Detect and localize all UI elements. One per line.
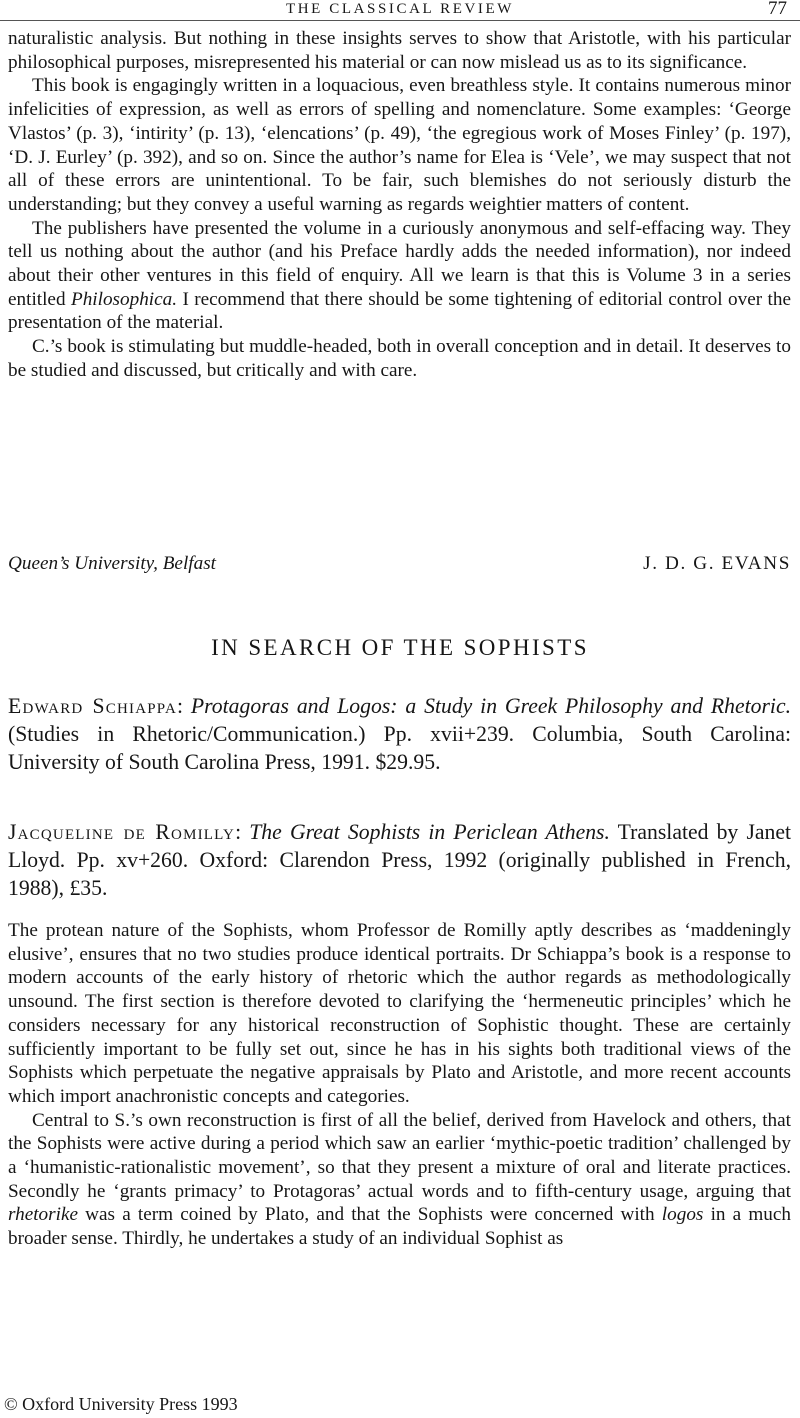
paragraph-style: This book is engagingly written in a loquacious, even breathless style. It contains numerous minor infelicities of expression, as well as errors of spelling and nomenclature. Some examples: ‘George Vlastos’ (p. 3), ‘intirity’ (p. 13), ‘elencations’ (p. 49), ‘the egregious work of Moses Finley’ (p. 197), ‘D. J. Eurley’ (p. 392), and so on. Since the author’s name for Elea is ‘Vele’, we may suspect that not all of these errors are unintentional. To be fair, such blemishes do not seriously disturb the understanding; but they convey a useful warning as regards weightier matters of content. (8, 75, 791, 215)
term-logos: logos (661, 1204, 704, 1226)
body-paragraph-2-text: in a much broader sense. Thirdly, he undertakes a study of an individual Sophist as (8, 1204, 791, 1250)
body-paragraph-2 (8, 1109, 791, 1251)
paragraph-conclusion: C.’s book is stimulating but muddle-headed, both in overall conception and in detail. It deserves to be studied and discussed, but critically and with care. (8, 336, 791, 381)
page-number: 77 (768, 0, 787, 19)
book-title: Protagoras and Logos: a Study in Greek Philosophy and Rhetoric. (190, 694, 791, 718)
term-rhetorike: rhetorike (8, 1204, 78, 1226)
paragraph-continued: naturalistic analysis. But nothing in these insights serves to show that Aristotle, with his particular philosophical purposes, misrepresented his material or can now mislead us as to its significance. (8, 28, 791, 73)
previous-review-text (8, 27, 791, 383)
paragraph-publishers-text: The publishers have presented the volume in a curiously anonymous and self-effacing way. They tell us nothing about the author (and his Preface hardly adds the needed information), nor indeed about their other ventures in this field of enquiry. All we learn is that this is Volume 3 in a series entitled (8, 217, 791, 310)
book-citation (8, 692, 791, 777)
book-details: Translated by Janet Lloyd. Pp. xv+260. Oxford: Clarendon Press, 1992 (originally published in French, 1988), £35. (8, 820, 791, 901)
book-author: Jacqueline de Romilly (8, 820, 236, 844)
body-paragraph-2-text: was a term coined by Plato, and that the Sophists were concerned with (78, 1204, 662, 1226)
body-paragraph-2-text: Central to S.’s own reconstruction is first of all the belief, derived from Havelock and others, that the Sophists were active during a period which saw an earlier ‘mythic-poetic tradition’ challenged by a ‘humanistic-rationalistic movement’, so that they present a mixture of oral and literate practices. Secondly he ‘grants primacy’ to Protagoras’ actual words and to fifth-century usage, arguing that (8, 1109, 791, 1202)
paragraph-publishers-tail: I recommend that there should be some tightening of editorial control over the presentation of the material. (8, 288, 791, 334)
paragraph-publishers (8, 217, 791, 336)
book-author: Edward Schiappa (8, 694, 177, 718)
citation-separator: : (177, 694, 191, 718)
body-paragraph-1: The protean nature of the Sophists, whom Professor de Romilly aptly describes as ‘maddeningly elusive’, ensures that no two studies produce identical portraits. Dr Schiappa’s book is a response to modern accounts of the early history of rhetoric which the author regards as methodologically unsound. The first section is therefore devoted to clarifying the ‘hermeneutic principles’ which he considers necessary for any historical reconstruction of Sophistic thought. These are certainly sufficiently important to be fully set out, since he has in his sights both traditional views of the Sophists which perpetuate the negative appraisals by Plato and Aristotle, and more recent accounts which import anachronistic concepts and categories. (8, 920, 791, 1107)
citation-separator: : (235, 820, 250, 844)
book-details: (Studies in Rhetoric/Communication.) Pp. xvii+239. Columbia, South Carolina: University of South Carolina Press, 1991. $29.95. (8, 722, 791, 775)
running-header (0, 0, 800, 21)
section-title: IN SEARCH OF THE SOPHISTS (211, 635, 589, 660)
book-citation (8, 818, 791, 903)
book-title: The Great Sophists in Periclean Athens. (249, 820, 610, 844)
review-body (8, 919, 791, 1251)
reviewer-name: J. D. G. EVANS (643, 553, 791, 574)
journal-title: THE CLASSICAL REVIEW (285, 1, 515, 17)
series-name: Philosophica. (70, 288, 178, 310)
copyright-notice: © Oxford University Press 1993 (4, 1394, 238, 1414)
review-signoff (8, 553, 791, 579)
reviewer-affiliation: Queen’s University, Belfast (8, 553, 217, 574)
